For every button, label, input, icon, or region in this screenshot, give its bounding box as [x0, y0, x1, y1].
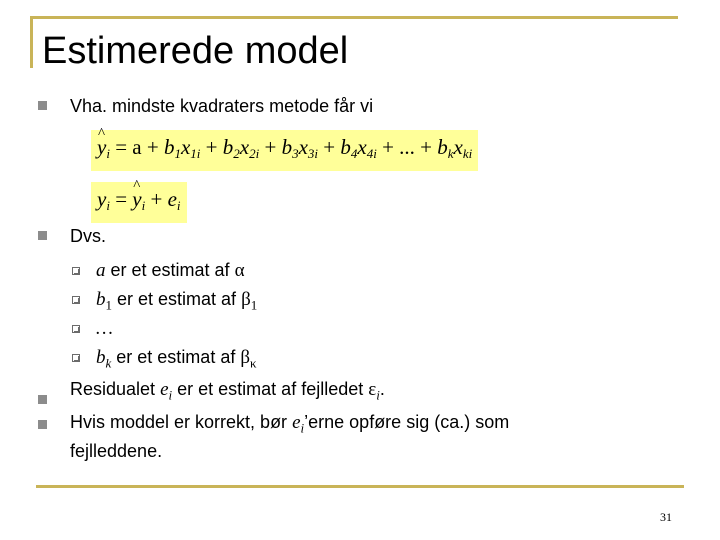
- title-frame-left-rule: [30, 16, 33, 68]
- sub-bullet-b1: $b_1$ er et estimat af $\beta_1$: [96, 289, 258, 313]
- bullet-text-model-correct-cont: fejlleddene.: [70, 441, 163, 461]
- bullet-marker: [38, 231, 47, 240]
- title-frame-top-rule: [30, 16, 678, 19]
- bullet-text-dvs: Dvs.: [70, 226, 106, 246]
- sub-bullet-marker: [72, 267, 80, 275]
- bullet-marker: [38, 101, 47, 110]
- sub-bullet-marker: [72, 325, 80, 333]
- sub-bullet-marker: [72, 354, 80, 362]
- page-number: 31: [660, 510, 672, 524]
- slide-title: Estimerede model: [42, 30, 349, 72]
- bullet-marker: [38, 420, 47, 429]
- formula-residual: $y_i$ = ^ $y_i + e_i$: [91, 182, 187, 223]
- sub-bullet-marker: [72, 296, 80, 304]
- formula-regression-fit: ^ $y_i = a + b_1x_{1i} + b_2x_{2i} + b_3x_{3i} + b_4x_{4i}$ + ... + $b_kx_{ki}$: [91, 130, 478, 171]
- sub-bullet-bk: $b_k$ er et estimat af $\beta_\kappa$: [96, 347, 257, 371]
- footer-rule: [36, 485, 684, 488]
- bullet-text-method: Vha. mindste kvadraters metode får vi: [70, 96, 374, 116]
- sub-bullet-a: a er et estimat af α: [96, 260, 245, 281]
- bullet-text-residual: Residualet $e_i$ er et estimat af fejlledet $\varepsilon_i$.: [70, 379, 385, 403]
- bullet-marker: [38, 395, 47, 404]
- sub-bullet-ellipsis: …: [96, 318, 113, 339]
- bullet-text-model-correct: Hvis moddel er korrekt, bør $e_i’erne$ opføre sig (ca.) som: [70, 412, 510, 436]
